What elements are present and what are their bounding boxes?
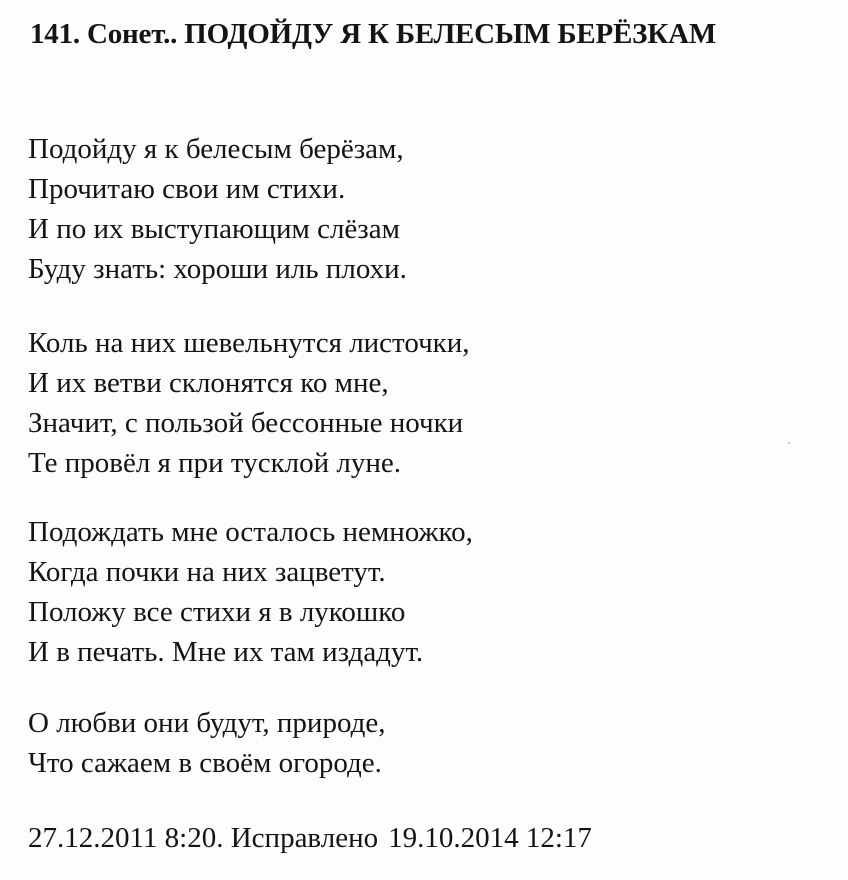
scan-speck [788,442,790,444]
stanza-4-couplet [28,703,386,783]
stanza-3 [28,512,473,672]
poem-line: Подождать мне осталось немножко, [28,516,473,548]
stanza-2 [28,323,470,483]
stanza-1 [28,129,407,289]
poem-title: 141. Сонет.. ПОДОЙДУ Я К БЕЛЕСЫМ БЕРЁЗКАМ [30,18,717,50]
written-date: 27.12.2011 8:20. Исправлено [28,822,379,854]
poem-line: Когда почки на них зацветут. [28,556,386,588]
poem-line: Прочитаю свои им стихи. [28,173,346,205]
poem-line: Положу все стихи я в лукошко [28,596,406,628]
poem-line: И в печать. Мне их там издадут. [28,636,424,668]
poem-line: Что сажаем в своём огороде. [28,747,382,779]
poem-line: Коль на них шевельнутся листочки, [28,327,470,359]
poem-line: Буду знать: хороши иль плохи. [28,253,407,285]
poem-line: Те провёл я при тусклой луне. [28,447,402,479]
poem-line: Подойду я к белесым берёзам, [28,133,404,165]
poem-line: И их ветви склонятся ко мне, [28,367,389,399]
revised-date: 19.10.2014 12:17 [388,822,592,854]
date-footer [28,818,592,858]
poem-line: И по их выступающим слёзам [28,213,400,245]
poem-line: Значит, с пользой бессонные ночки [28,407,464,439]
poem-line: О любви они будут, природе, [28,707,386,739]
